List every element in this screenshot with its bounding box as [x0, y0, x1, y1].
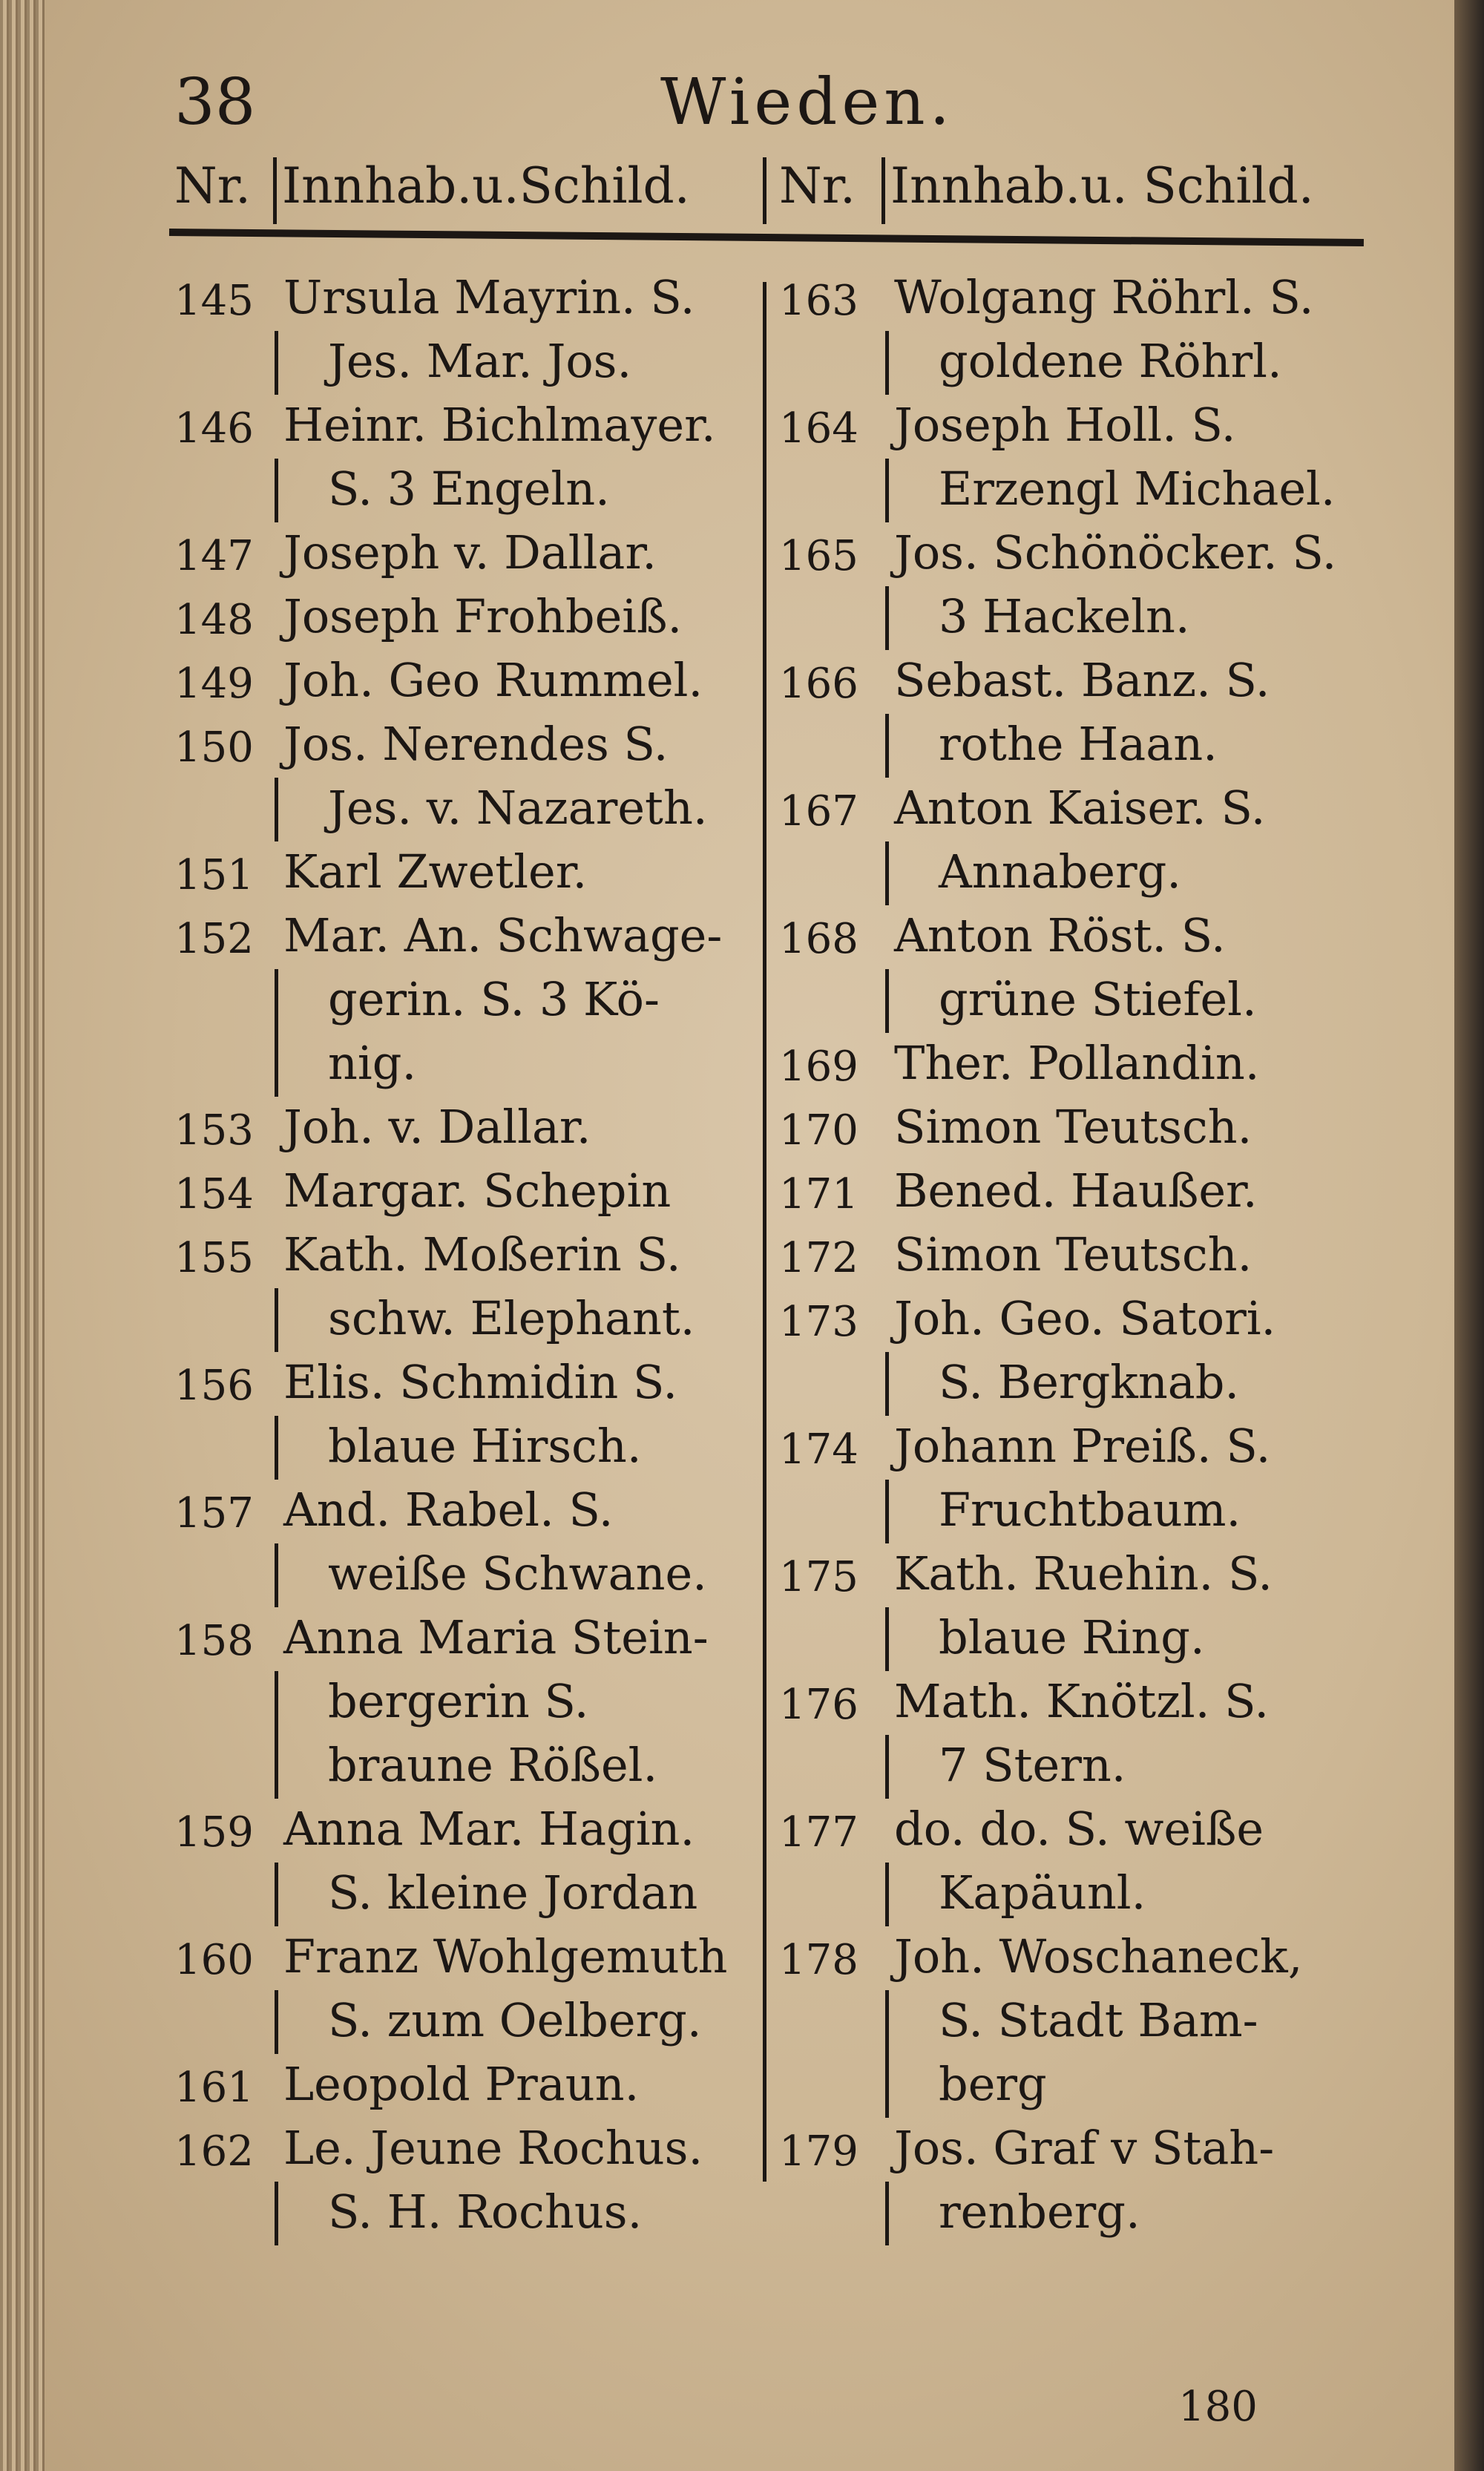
entry-sign: bergerin S.	[328, 1674, 589, 1728]
entry-owner: Leopold Praun.	[283, 2057, 640, 2111]
entry-number: 151	[174, 851, 254, 899]
entry-bracket	[885, 2182, 889, 2245]
entry-bracket	[275, 1671, 278, 1799]
entry-bracket	[885, 586, 889, 650]
entry-number: 178	[779, 1936, 858, 1984]
header-divider	[273, 157, 277, 224]
entry-sign: S. zum Oelberg.	[328, 1993, 702, 2047]
entry-number: 148	[174, 596, 254, 644]
entry-sign: berg	[939, 2057, 1047, 2111]
entry-bracket	[885, 714, 889, 778]
entry-sign: S. 3 Engeln.	[328, 462, 610, 516]
entry-owner: And. Rabel. S.	[283, 1483, 614, 1537]
entry-number: 163	[779, 277, 858, 325]
entry-number: 159	[174, 1808, 254, 1857]
entry-bracket	[885, 1735, 889, 1799]
entry-number: 165	[779, 532, 858, 580]
left-nr-header: Nr.	[174, 157, 252, 214]
entry-number: 146	[174, 404, 254, 453]
entry-owner: Le. Jeune Rochus.	[283, 2121, 703, 2175]
entry-bracket	[275, 2182, 278, 2245]
entry-owner: Anna Mar. Hagin.	[283, 1802, 695, 1856]
entry-bracket	[885, 331, 889, 395]
entry-bracket	[275, 1543, 278, 1607]
entry-owner: Mar. An. Schwage-	[283, 908, 723, 962]
entry-owner: Ther. Pollandin.	[894, 1036, 1260, 1090]
entry-owner: Anna Maria Stein-	[283, 1610, 709, 1664]
entry-number: 160	[174, 1936, 254, 1984]
entry-number: 171	[779, 1170, 858, 1218]
entry-sign: Jes. Mar. Jos.	[328, 334, 632, 388]
entry-owner: Joseph Holl. S.	[894, 398, 1236, 452]
entry-number: 145	[174, 277, 254, 325]
entry-bracket	[275, 459, 278, 522]
entry-number: 157	[174, 1489, 254, 1538]
entry-number: 147	[174, 532, 254, 580]
entry-sign: nig.	[328, 1036, 417, 1090]
page-stack-edge	[0, 0, 45, 2471]
entry-number: 164	[779, 404, 858, 453]
entry-number: 161	[174, 2064, 254, 2112]
entry-owner: Bened. Haußer.	[894, 1164, 1258, 1218]
entry-owner: Wolgang Röhrl. S.	[894, 270, 1314, 324]
entry-number: 174	[779, 1425, 858, 1474]
entry-bracket	[885, 841, 889, 905]
entry-number: 152	[174, 915, 254, 963]
left-name-header: Innhab.u.Schild.	[282, 157, 690, 214]
entry-number: 177	[779, 1808, 858, 1857]
entry-number: 155	[174, 1234, 254, 1282]
column-divider	[763, 282, 766, 2182]
entry-bracket	[275, 1416, 278, 1480]
entry-bracket	[275, 1863, 278, 1926]
entry-sign: gerin. S. 3 Kö-	[328, 972, 660, 1026]
entry-sign: grüne Stiefel.	[939, 972, 1257, 1026]
header-divider	[763, 157, 766, 224]
entry-owner: Kath. Moßerin S.	[283, 1227, 681, 1282]
entry-sign: S. kleine Jordan	[328, 1865, 698, 1920]
entry-owner: Elis. Schmidin S.	[283, 1355, 678, 1409]
entry-sign: goldene Röhrl.	[939, 334, 1282, 388]
entry-sign: S. Bergknab.	[939, 1355, 1240, 1409]
entry-number: 149	[174, 660, 254, 708]
header-divider	[881, 157, 885, 224]
entry-sign: rothe Haan.	[939, 717, 1218, 771]
right-name-header: Innhab.u. Schild.	[890, 157, 1314, 214]
entry-sign: Annaberg.	[939, 844, 1182, 899]
entry-sign: schw. Elephant.	[328, 1291, 695, 1345]
entry-owner: do. do. S. weiße	[894, 1802, 1264, 1856]
entry-bracket	[885, 1863, 889, 1926]
entry-sign: renberg.	[939, 2185, 1140, 2239]
entry-owner: Franz Wohlgemuth	[283, 1929, 728, 1983]
entry-sign: S. Stadt Bam-	[939, 1993, 1258, 2047]
entry-number: 170	[779, 1106, 858, 1155]
entry-sign: 7 Stern.	[939, 1738, 1126, 1792]
entry-number: 172	[779, 1234, 858, 1282]
running-head: Wieden.	[660, 65, 954, 140]
entry-owner: Anton Röst. S.	[894, 908, 1226, 962]
entry-sign: blaue Ring.	[939, 1610, 1205, 1664]
entry-number: 179	[779, 2127, 858, 2176]
entry-number: 175	[779, 1553, 858, 1601]
entry-owner: Math. Knötzl. S.	[894, 1674, 1270, 1728]
entry-number: 169	[779, 1043, 858, 1091]
entry-owner: Kath. Ruehin. S.	[894, 1546, 1273, 1601]
entry-sign: Kapäunl.	[939, 1865, 1146, 1920]
entry-sign: braune Rößel.	[328, 1738, 658, 1792]
entry-owner: Joh. v. Dallar.	[283, 1100, 591, 1154]
entry-number: 162	[174, 2127, 254, 2176]
entry-sign: 3 Hackeln.	[939, 589, 1190, 643]
entry-bracket	[885, 1352, 889, 1416]
entry-owner: Joh. Geo. Satori.	[894, 1291, 1276, 1345]
entry-owner: Heinr. Bichlmayer.	[283, 398, 716, 452]
entry-sign: Jes. v. Nazareth.	[328, 781, 708, 835]
entry-owner: Margar. Schepin	[283, 1164, 672, 1218]
entry-number: 158	[174, 1617, 254, 1665]
entry-owner: Anton Kaiser. S.	[894, 781, 1266, 835]
entry-number: 166	[779, 660, 858, 708]
entry-bracket	[275, 778, 278, 841]
entry-owner: Sebast. Banz. S.	[894, 653, 1270, 707]
entry-number: 150	[174, 723, 254, 772]
page-number: 38	[174, 65, 256, 140]
entry-bracket	[885, 1480, 889, 1543]
entry-owner: Jos. Schönöcker. S.	[894, 525, 1337, 580]
catchword: 180	[1178, 2383, 1258, 2431]
entry-owner: Joseph Frohbeiß.	[283, 589, 683, 643]
entry-bracket	[885, 1990, 889, 2118]
entry-owner: Karl Zwetler.	[283, 844, 588, 899]
entry-owner: Simon Teutsch.	[894, 1227, 1252, 1282]
entry-owner: Joh. Woschaneck,	[894, 1929, 1303, 1983]
binding-shadow	[1454, 0, 1484, 2471]
entry-number: 153	[174, 1106, 254, 1155]
entry-bracket	[275, 969, 278, 1097]
entry-sign: Fruchtbaum.	[939, 1483, 1241, 1537]
entry-bracket	[275, 331, 278, 395]
entry-owner: Jos. Nerendes S.	[283, 717, 669, 771]
entry-owner: Ursula Mayrin. S.	[283, 270, 695, 324]
entry-bracket	[885, 1607, 889, 1671]
entry-number: 154	[174, 1170, 254, 1218]
entry-bracket	[885, 459, 889, 522]
entry-sign: Erzengl Michael.	[939, 462, 1336, 516]
entry-sign: blaue Hirsch.	[328, 1419, 642, 1473]
right-nr-header: Nr.	[779, 157, 856, 214]
entry-owner: Johann Preiß. S.	[894, 1419, 1271, 1473]
entry-bracket	[885, 969, 889, 1033]
entry-number: 176	[779, 1681, 858, 1729]
entry-owner: Joseph v. Dallar.	[283, 525, 657, 580]
entry-owner: Jos. Graf v Stah-	[894, 2121, 1275, 2175]
entry-bracket	[275, 1990, 278, 2054]
entry-sign: S. H. Rochus.	[328, 2185, 643, 2239]
entry-sign: weiße Schwane.	[328, 1546, 707, 1601]
entry-number: 173	[779, 1298, 858, 1346]
entry-number: 168	[779, 915, 858, 963]
entry-owner: Joh. Geo Rummel.	[283, 653, 703, 707]
entry-owner: Simon Teutsch.	[894, 1100, 1252, 1154]
entry-number: 167	[779, 787, 858, 836]
header-rule	[169, 229, 1364, 246]
entry-number: 156	[174, 1362, 254, 1410]
entry-bracket	[275, 1288, 278, 1352]
